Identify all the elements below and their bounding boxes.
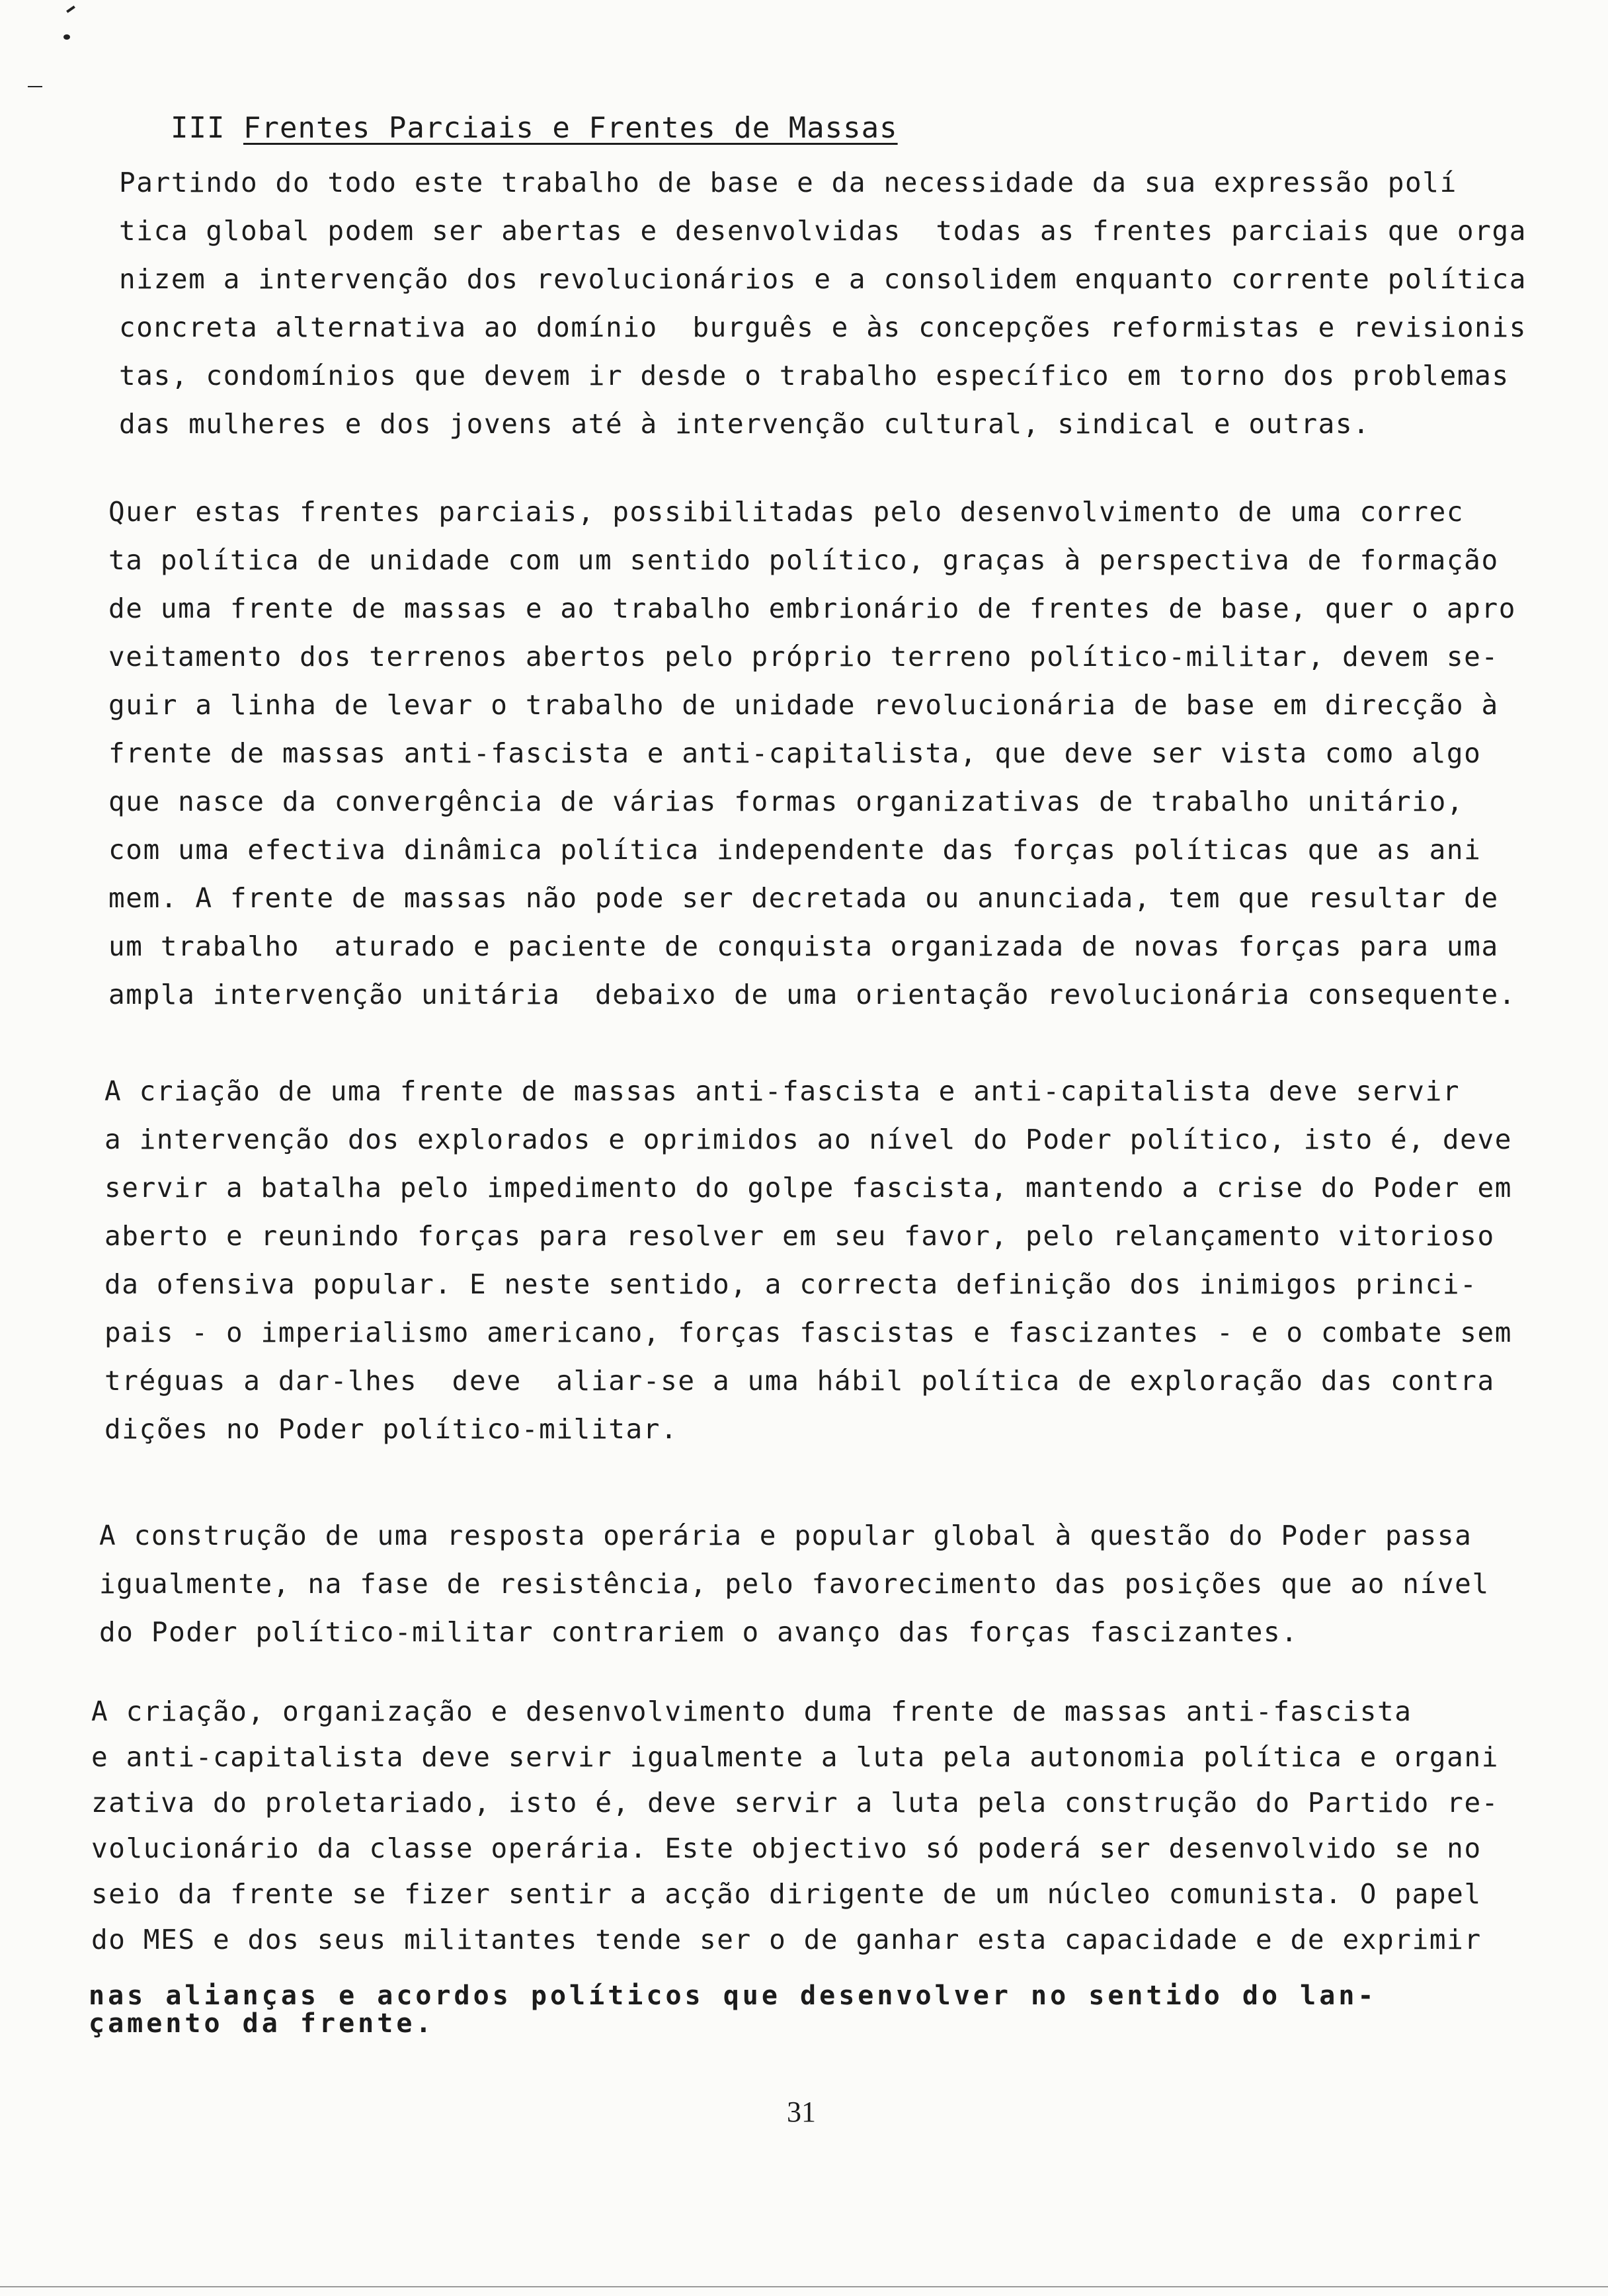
text-line: guir a linha de levar o trabalho de unidade revolucionária de base em direcção à xyxy=(108,689,1499,721)
text-line: nizem a intervenção dos revolucionários e a consolidem enquanto corrente política xyxy=(119,263,1527,295)
scan-mark xyxy=(63,34,70,40)
text-line: tas, condomínios que devem ir desde o trabalho específico em torno dos problemas xyxy=(119,360,1509,391)
scan-mark xyxy=(66,5,75,13)
paragraph xyxy=(108,488,1516,1019)
paragraph xyxy=(89,1982,1377,2037)
text-line: çamento da frente. xyxy=(89,2008,435,2039)
section-heading xyxy=(171,111,898,145)
text-line: aberto e reunindo forças para resolver em seu favor, pelo relançamento vitorioso xyxy=(104,1220,1495,1252)
text-line: ta política de unidade com um sentido político, graças à perspectiva de formação xyxy=(108,544,1499,576)
text-line: dições no Poder político-militar. xyxy=(104,1413,678,1445)
text-line: seio da frente se fizer sentir a acção dirigente de um núcleo comunista. O papel xyxy=(91,1878,1482,1910)
text-line: volucionário da classe operária. Este objectivo só poderá ser desenvolvido se no xyxy=(91,1832,1482,1864)
text-line: um trabalho aturado e paciente de conquista organizada de novas forças para uma xyxy=(108,930,1499,962)
text-line: Quer estas frentes parciais, possibilitadas pelo desenvolvimento de uma correc xyxy=(108,496,1465,528)
section-number: III xyxy=(171,111,225,145)
text-line: A criação, organização e desenvolvimento duma frente de massas anti-fascista xyxy=(91,1696,1412,1727)
text-line: veitamento dos terrenos abertos pelo próprio terreno político-militar, devem se- xyxy=(108,641,1499,673)
text-line: frente de massas anti-fascista e anti-capitalista, que deve ser vista como algo xyxy=(108,737,1482,769)
paragraph xyxy=(119,159,1527,448)
text-line: tréguas a dar-lhes deve aliar-se a uma hábil política de exploração das contra xyxy=(104,1365,1495,1397)
text-line: do Poder político-militar contrariem o avanço das forças fascizantes. xyxy=(99,1616,1299,1648)
text-line: pais - o imperialismo americano, forças fascistas e fascizantes - e o combate sem xyxy=(104,1317,1513,1348)
text-line: concreta alternativa ao domínio burguês e às concepções reformistas e revisionis xyxy=(119,311,1527,343)
text-line: a intervenção dos explorados e oprimidos ao nível do Poder político, isto é, deve xyxy=(104,1124,1513,1155)
text-line: do MES e dos seus militantes tende ser o de ganhar esta capacidade e de exprimir xyxy=(91,1924,1482,1955)
text-line: Partindo do todo este trabalho de base e da necessidade da sua expressão polí xyxy=(119,167,1457,198)
text-line: de uma frente de massas e ao trabalho embrionário de frentes de base, quer o apro xyxy=(108,593,1517,624)
text-line: zativa do proletariado, isto é, deve servir a luta pela construção do Partido re- xyxy=(91,1787,1500,1819)
text-line: igualmente, na fase de resistência, pelo favorecimento das posições que ao nível xyxy=(99,1568,1490,1600)
text-line: A criação de uma frente de massas anti-fascista e anti-capitalista deve servir xyxy=(104,1075,1461,1107)
text-line: ampla intervenção unitária debaixo de uma orientação revolucionária consequente. xyxy=(108,979,1517,1010)
paragraph xyxy=(91,1689,1499,1963)
text-line: mem. A frente de massas não pode ser decretada ou anunciada, tem que resultar de xyxy=(108,882,1499,914)
text-line: com uma efectiva dinâmica política independente das forças políticas que as ani xyxy=(108,834,1482,866)
page-number: 31 xyxy=(787,2096,816,2128)
paragraph xyxy=(99,1512,1490,1657)
text-line: tica global podem ser abertas e desenvolvidas todas as frentes parciais que orga xyxy=(119,215,1527,247)
paragraph xyxy=(104,1067,1512,1454)
text-line: nas alianças e acordos políticos que desenvolver no sentido do lan- xyxy=(89,1981,1377,2011)
text-line: e anti-capitalista deve servir igualmente a luta pela autonomia política e organi xyxy=(91,1741,1500,1773)
text-line: da ofensiva popular. E neste sentido, a correcta definição dos inimigos princi- xyxy=(104,1268,1478,1300)
section-title: Frentes Parciais e Frentes de Massas xyxy=(243,111,898,145)
scan-edge-divider xyxy=(0,2286,1608,2287)
text-line: servir a batalha pelo impedimento do golpe fascista, mantendo a crise do Poder em xyxy=(104,1172,1513,1204)
text-line: das mulheres e dos jovens até à intervenção cultural, sindical e outras. xyxy=(119,408,1371,440)
text-line: que nasce da convergência de várias formas organizativas de trabalho unitário, xyxy=(108,786,1465,817)
scan-mark xyxy=(28,86,42,87)
text-line: A construção de uma resposta operária e popular global à questão do Poder passa xyxy=(99,1520,1472,1551)
